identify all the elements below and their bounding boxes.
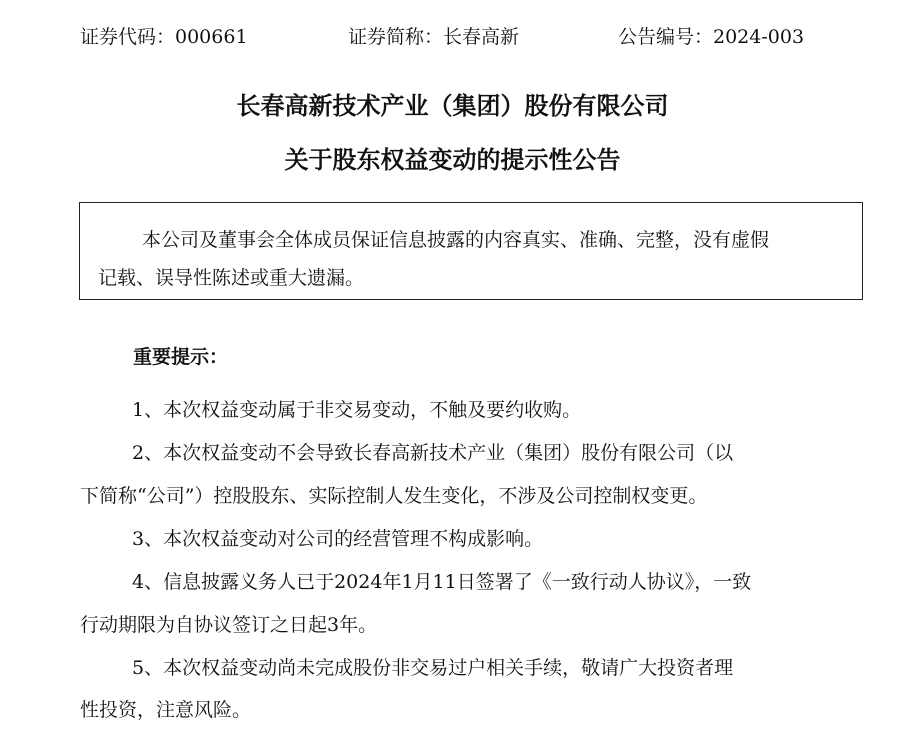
document-header [80, 22, 870, 52]
security-code: 证券代码：000661 [80, 26, 248, 48]
tip-5-line-2: 性投资，注意风险。 [80, 699, 252, 721]
disclaimer-box [79, 202, 863, 300]
announcement-title: 关于股东权益变动的提示性公告 [284, 146, 621, 174]
disclaimer-line-2: 记载、误导性陈述或重大遗漏。 [98, 267, 365, 289]
tip-4-line-2: 行动期限为自协议签订之日起3年。 [80, 614, 378, 636]
security-short-name: 证券简称：长春高新 [348, 26, 520, 48]
tip-4-line-1: 4、信息披露义务人已于2024年1月11日签署了《一致行动人协议》，一致 [132, 571, 752, 593]
tip-2-line-1: 2、本次权益变动不会导致长春高新技术产业（集团）股份有限公司（以 [132, 442, 734, 464]
disclaimer-line-1: 本公司及董事会全体成员保证信息披露的内容真实、准确、完整，没有虚假 [142, 229, 770, 251]
tip-1-line-1: 1、本次权益变动属于非交易变动，不触及要约收购。 [132, 399, 582, 421]
announcement-number: 公告编号：2024-003 [618, 26, 805, 48]
key-tips-heading: 重要提示： [133, 346, 229, 368]
company-title: 长春高新技术产业（集团）股份有限公司 [236, 92, 669, 120]
tip-5-line-1: 5、本次权益变动尚未完成股份非交易过户相关手续，敬请广大投资者理 [132, 657, 734, 679]
tip-2-line-2: 下简称“公司”）控股股东、实际控制人发生变化，不涉及公司控制权变更。 [80, 485, 708, 507]
tip-3-line-1: 3、本次权益变动对公司的经营管理不构成影响。 [132, 528, 544, 550]
